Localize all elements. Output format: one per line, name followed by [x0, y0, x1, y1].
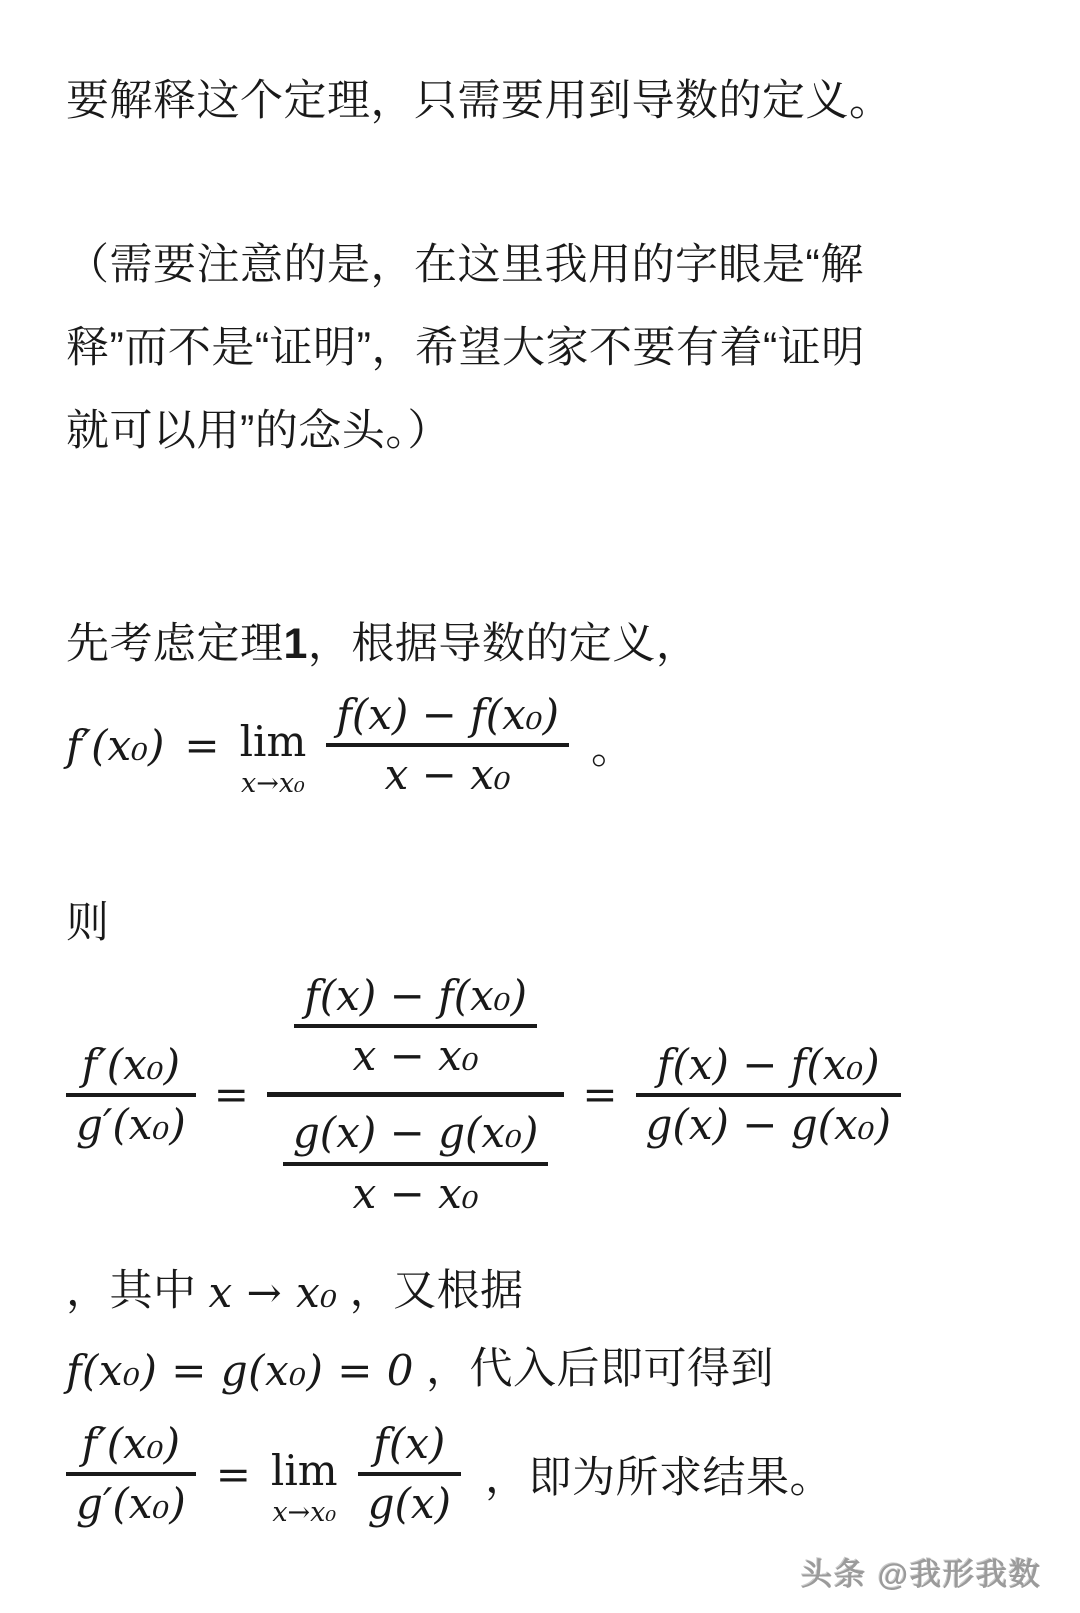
result-text: ，即为所求结果。 — [484, 1453, 833, 1502]
note-line: 就可以用”的念头。） — [66, 407, 451, 456]
final-result-formula — [66, 1416, 1018, 1533]
theorem1-lead — [66, 615, 1018, 673]
fraction-denominator: g′(x₀) — [76, 1099, 186, 1149]
lim-subscript: x→x₀ — [240, 768, 305, 800]
fraction-numerator: f(x) — [373, 1419, 446, 1469]
fraction-denominator: g(x) − g(x₀) — [645, 1099, 891, 1149]
derivative-ratio-fraction — [66, 1416, 196, 1533]
fraction-numerator: f′(x₀) — [81, 1039, 181, 1089]
where-pre: ，其中 — [66, 1266, 197, 1315]
note-line: 释”而不是“证明”，希望大家不要有着“证明 — [66, 324, 865, 373]
fraction-numerator: g(x) − g(x₀) — [292, 1108, 539, 1158]
inner-fraction-g — [283, 1105, 548, 1222]
fraction-numerator: f(x) − f(x₀) — [336, 690, 560, 740]
theorem1-number: 1 — [283, 620, 308, 669]
fraction-numerator: f(x) − f(x₀) — [304, 970, 527, 1020]
fraction-numerator: f(x) − f(x₀) — [656, 1039, 880, 1089]
simplified-ratio-fraction — [636, 1037, 901, 1154]
substitution-line — [66, 1340, 1018, 1398]
where-math: x → x₀ — [208, 1267, 338, 1317]
substitution-math: f(x₀) = g(x₀) = 0 — [66, 1345, 415, 1395]
fraction-denominator: g′(x₀) — [76, 1479, 186, 1529]
function-ratio-fraction — [358, 1416, 461, 1533]
watermark: 头条 @我形我数 — [801, 1557, 1042, 1592]
where-post: ，又根据 — [349, 1266, 524, 1315]
then-label: 则 — [66, 898, 110, 947]
where-condition-line — [66, 1262, 1018, 1320]
fraction-denominator: x − x₀ — [352, 1168, 479, 1218]
fraction-denominator: x − x₀ — [384, 750, 511, 800]
theorem1-lead-pre: 先考虑定理 — [66, 620, 284, 669]
ratio-expansion-formula — [66, 960, 1018, 1230]
note-paragraph — [66, 224, 1018, 473]
lim-word: lim — [270, 1446, 338, 1496]
fraction-numerator: f′(x₀) — [81, 1419, 181, 1469]
outer-denominator — [267, 1097, 564, 1230]
fraction-denominator: x − x₀ — [352, 1031, 479, 1081]
equals-sign: = — [582, 1070, 618, 1120]
difference-quotient-fraction — [326, 687, 569, 804]
limit-operator — [270, 1446, 338, 1529]
formula1-lhs: f′(x₀) — [66, 720, 165, 770]
formula1-period: 。 — [591, 724, 635, 773]
article-content — [66, 0, 1018, 1533]
equals-sign: = — [215, 1449, 251, 1499]
fraction-denominator: g(x) — [367, 1479, 451, 1529]
equals-sign: = — [213, 1070, 249, 1120]
limit-operator — [239, 717, 307, 800]
outer-numerator — [278, 960, 553, 1093]
theorem1-lead-post: ，根据导数的定义， — [307, 620, 700, 669]
nested-quotient-fraction — [267, 960, 564, 1230]
intro-paragraph: 要解释这个定理，只需要用到导数的定义。 — [66, 77, 893, 125]
lim-word: lim — [239, 717, 307, 767]
equals-sign: = — [184, 720, 220, 770]
inner-fraction-f — [294, 968, 537, 1085]
substitution-post: ，代入后即可得到 — [426, 1344, 775, 1393]
derivative-definition-formula — [66, 687, 1018, 804]
derivative-ratio-fraction — [66, 1037, 196, 1154]
lim-subscript: x→x₀ — [272, 1497, 337, 1529]
note-line: （需要注意的是，在这里我用的字眼是“解 — [66, 241, 864, 290]
